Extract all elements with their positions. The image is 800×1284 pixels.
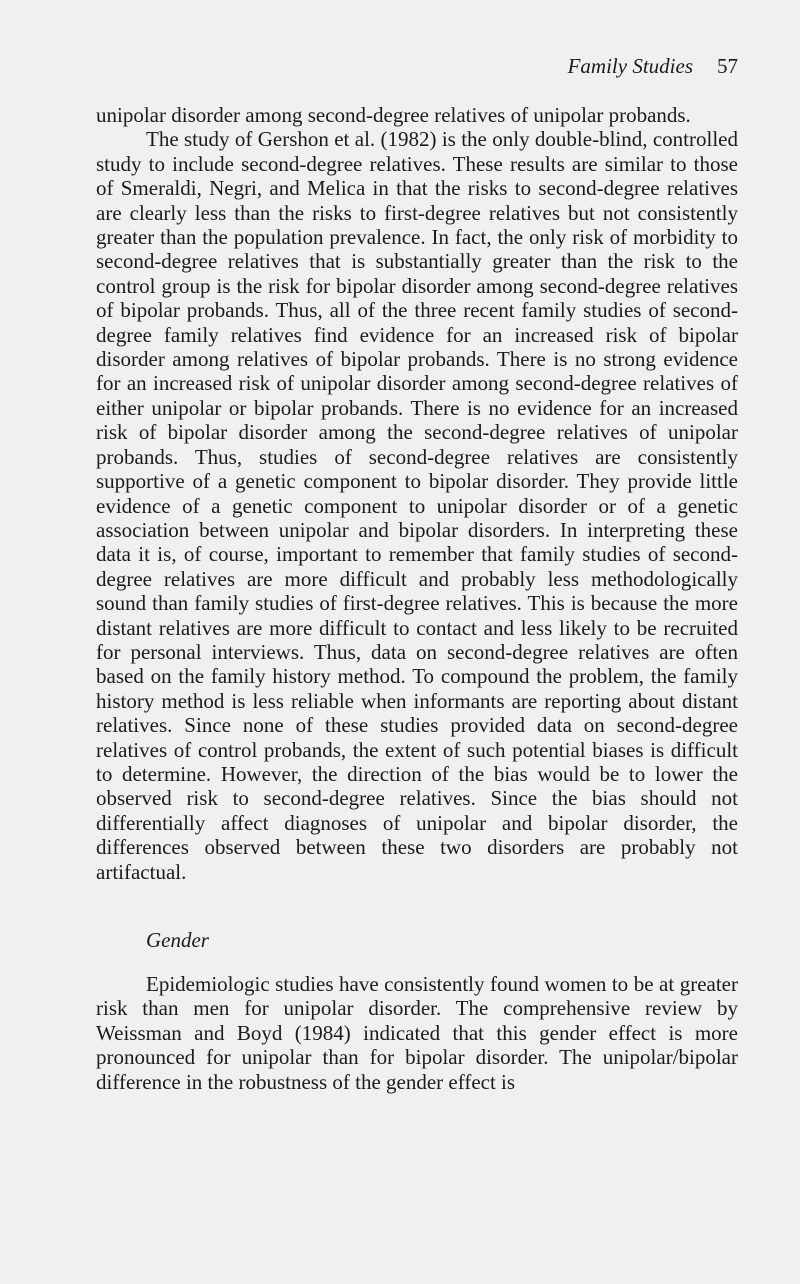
running-head xyxy=(568,54,738,79)
paragraph-continuation: unipolar disorder among second-degree relatives of unipolar probands. xyxy=(96,103,691,127)
page-number: 57 xyxy=(717,54,738,78)
body-text xyxy=(96,103,738,1094)
paragraph-gender: Epidemiologic studies have consistently found women to be at greater risk than men for unipolar disorder. The comprehensive review by Weissman and Boyd (1984) indicated that this gender effect is more pronounced for unipolar than for bipolar disorder. The unipolar/bipolar difference in the robustness of the gender effect is xyxy=(96,972,738,1094)
section-heading-gender: Gender xyxy=(146,928,209,952)
running-title: Family Studies xyxy=(567,54,693,78)
paragraph-second-degree-relatives: The study of Gershon et al. (1982) is the only double-blind, controlled study to include second-degree relatives. These results are similar to those of Smeraldi, Negri, and Melica in that the risks to second-degree relatives are clearly less than the risks to first-degree relatives but not consistently greater than the population prevalence. In fact, the only risk of morbidity to second-degree relatives that is substantially greater than the risk to the control group is the risk for bipolar disorder among second-degree relatives of bipolar probands. Thus, all of the three recent family studies of second-degree family relatives find evidence for an increased risk of bipolar disorder among relatives of bipolar probands. There is no strong evidence for an increased risk of unipolar disorder among second-degree relatives of either unipolar or bipolar probands. There is no evidence for an increased risk of bipolar disorder among the second-degree relatives of unipolar probands. Thus, studies of second-degree relatives are consistently supportive of a genetic component to bipolar disorder. They provide little evidence of a genetic component to unipolar disorder or of a genetic association between unipolar and bipolar disorders. In interpreting these data it is, of course, important to remember that family studies of second-degree relatives are more difficult and probably less methodologically sound than family studies of first-degree relatives. This is because the more distant relatives are more difficult to contact and less likely to be recruited for personal interviews. Thus, data on second-degree relatives are often based on the family history method. To compound the problem, the family history method is less reliable when informants are reporting about distant relatives. Since none of these studies provided data on second-degree relatives of control probands, the extent of such potential biases is difficult to determine. However, the direction of the bias would be to lower the observed risk to second-degree relatives. Since the bias should not differentially affect diagnoses of unipolar and bipolar disorder, the differences observed between these two disorders are probably not artifactual. xyxy=(96,127,738,884)
